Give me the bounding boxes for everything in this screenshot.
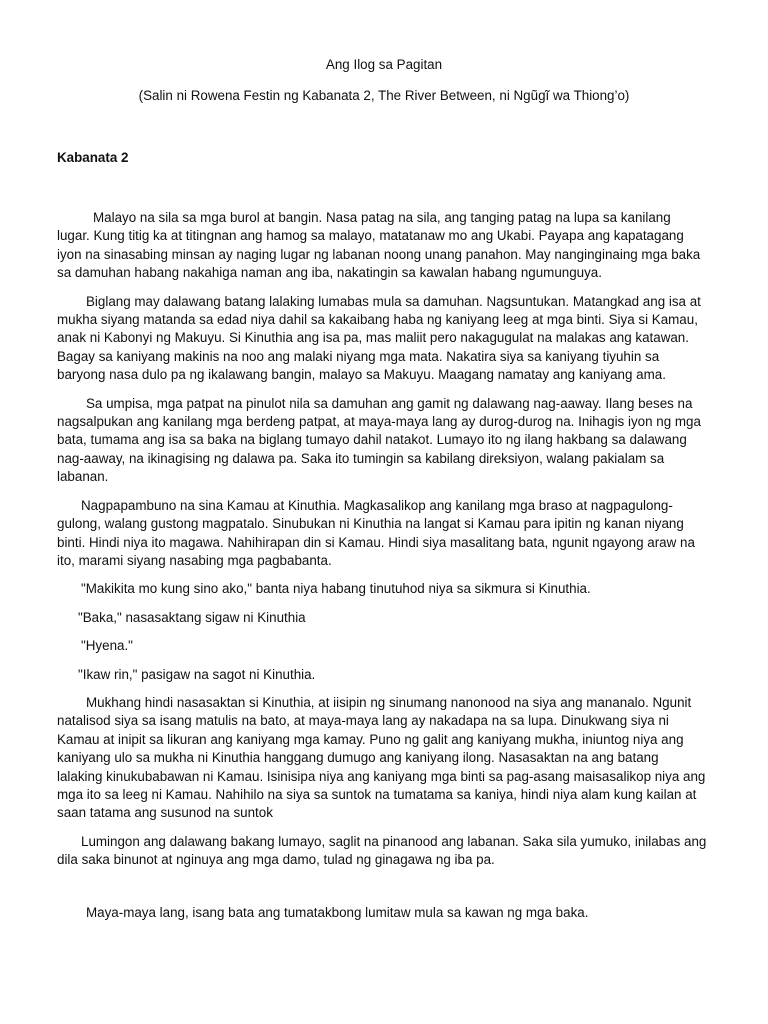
paragraph: Lumingon ang dalawang bakang lumayo, saglit na pinanood ang labanan. Saka sila yumuko, inilabas ang dila saka binunot at nginuya ang mga damo, tulad ng ginagawa ng iba pa. <box>57 833 707 868</box>
paragraph: Mukhang hindi nasasaktan si Kinuthia, at iisipin ng sinumang nanonood na siya ang mananalo. Ngunit natalisod siya sa isang matulis na bato, at maya-maya lang ay nakadapa na sa lupa. Dinukwang siya ni Kamau at inipit sa likuran ang kaniyang mga kamay. Puno ng galit ang kaniyang mukha, iniuntog niya ang kaniyang ulo sa mukha ni Kinuthia hanggang dumugo ang kaniyang ilong. Nasasaktan na ang batang lalaking kinukubabawan ni Kamau. Isinisipa niya ang kaniyang mga binti sa pag-asang maisasalikop niya ang mga ito sa leeg ni Kamau. Nahihilo na siya sa suntok na tumatama sa kaniya, hindi niya alam kung kailan at saan tatama ang susunod na suntok <box>57 694 706 821</box>
paragraph: Nagpapambuno na sina Kamau at Kinuthia. Magkasalikop ang kanilang mga braso at nagpagulong-gulong, walang gustong magpatalo. Sinubukan ni Kinuthia na langat si Kamau para ipitin ng kanan niyang binti. Hindi niya ito magawa. Nahihirapan din si Kamau. Hindi siya masalitang bata, ngunit ngayong araw na ito, marami siyang nasabing mga pagbabanta. <box>57 497 695 568</box>
paragraph: Biglang may dalawang batang lalaking lumabas mula sa damuhan. Nagsuntukan. Matangkad ang isa at mukha siyang matanda sa edad niya dahil sa kakaibang haba ng kaniyang leeg at mga binti. Siya si Kamau, anak ni Kabonyi ng Makuyu. Si Kinuthia ang isa pa, mas maliit pero nakagugulat na malakas ang katawan. Bagay sa kaniyang makinis na noo ang malaki niyang mga mata. Nakatira siya sa kaniyang tiyuhin sa baryong nasa dulo pa ng ikalawang bangin, malayo sa Makuyu. Maagang namatay ang kaniyang ama. <box>57 293 701 383</box>
paragraph: Malayo na sila sa mga burol at bangin. Nasa patag na sila, ang tanging patag na lupa sa kanilang lugar. Kung titig ka at titingnan ang hamog sa malayo, matatanaw mo ang Ukabi. Payapa ang kapatagang iyon na sinasabing minsan ay naging lugar ng labanan noong unang panahon. May nanginginaing mga baka sa damuhan habang nakahiga naman ang iba, nakatingin sa kawalan habang ngumunguya. <box>57 210 701 281</box>
dialogue-line: "Ikaw rin," pasigaw na sagot ni Kinuthia. <box>78 666 316 682</box>
dialogue-line: "Makikita mo kung sino ako," banta niya habang tinutuhod niya sa sikmura si Kinuthia. <box>81 581 591 597</box>
chapter-heading: Kabanata 2 <box>57 150 129 165</box>
dialogue-line: "Hyena." <box>81 638 133 654</box>
document-title: Ang Ilog sa Pagitan <box>325 57 443 72</box>
paragraph: Maya-maya lang, isang bata ang tumatakbong lumitaw mula sa kawan ng mga baka. <box>86 904 589 920</box>
document-body <box>57 209 707 932</box>
document-subtitle: (Salin ni Rowena Festin ng Kabanata 2, The River Between, ni Ngũgĩ wa Thiong’o) <box>138 88 630 103</box>
paragraph: Sa umpisa, mga patpat na pinulot nila sa damuhan ang gamit ng dalawang nag-aaway. Ilang beses na nagsalpukan ang kanilang mga berdeng patpat, at maya-maya lang ay durog-durog na. Inihagis iyon ng mga bata, tumama ang isa sa baka na biglang tumayo dahil natakot. Lumayo ito ng ilang hakbang sa dalawang nag-aaway, na ikinagising ng dalawa pa. Saka ito tumingin sa kabilang direksiyon, walang pakialam sa labanan. <box>57 395 701 485</box>
dialogue-line: "Baka," nasasaktang sigaw ni Kinuthia <box>78 609 306 625</box>
